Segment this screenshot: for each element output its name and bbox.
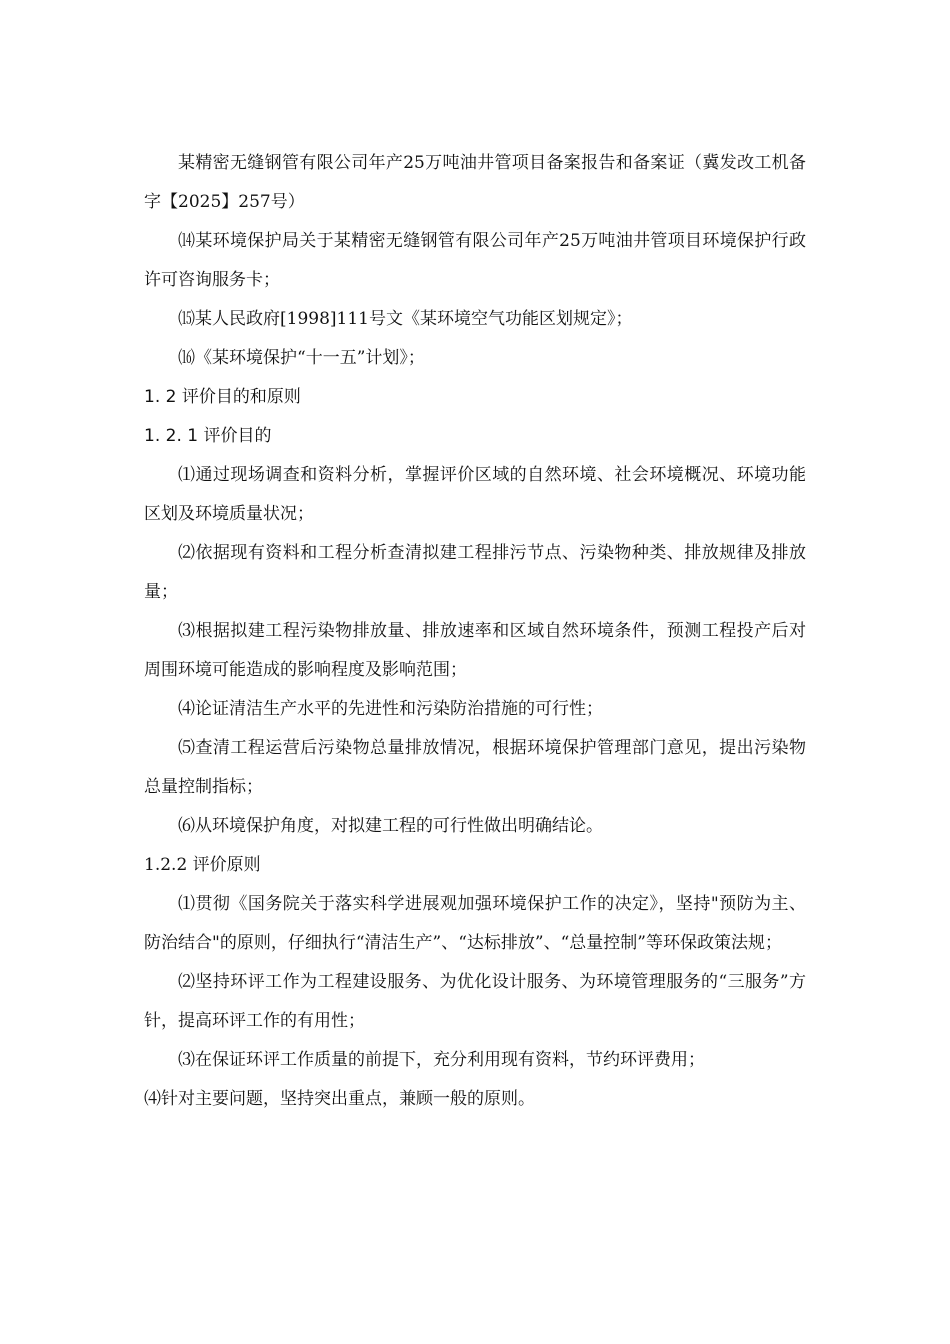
document-page [144,144,806,1119]
purpose-item-3: ⑶根据拟建工程污染物排放量、排放速率和区域自然环境条件，预测工程投产后对周围环境可能造成的影响程度及影响范围； [144,621,806,680]
reference-item-13: 某精密无缝钢管有限公司年产25万吨油井管项目备案报告和备案证（冀发改工机备字【2025】257号） [144,153,806,212]
subsection-heading-1-2-1: 1. 2. 1 评价目的 [144,426,272,446]
purpose-item-6: ⑹从环境保护角度，对拟建工程的可行性做出明确结论。 [178,816,603,836]
purpose-item-1: ⑴通过现场调查和资料分析，掌握评价区域的自然环境、社会环境概况、环境功能区划及环境质量状况； [144,465,806,524]
reference-item-14: ⒁某环境保护局关于某精密无缝钢管有限公司年产25万吨油井管项目环境保护行政许可咨询服务卡； [144,231,806,290]
purpose-item-4: ⑷论证清洁生产水平的先进性和污染防治措施的可行性； [178,699,603,719]
section-heading-1-2: 1. 2 评价目的和原则 [144,387,301,407]
subsection-heading-1-2-2: 1.2.2 评价原则 [144,855,261,875]
reference-item-16: ⒃《某环境保护“十一五”计划》； [178,348,425,368]
purpose-item-5: ⑸查清工程运营后污染物总量排放情况，根据环境保护管理部门意见，提出污染物总量控制指标； [144,738,806,797]
principle-item-3: ⑶在保证环评工作质量的前提下，充分利用现有资料，节约环评费用； [178,1050,705,1070]
principle-item-1: ⑴贯彻《国务院关于落实科学进展观加强环境保护工作的决定》，坚持"预防为主、防治结合"的原则，仔细执行“清洁生产”、“达标排放”、“总量控制”等环保政策法规； [144,894,806,953]
reference-item-15: ⒂某人民政府[1998]111号文《某环境空气功能区划规定》； [178,309,633,329]
purpose-item-2: ⑵依据现有资料和工程分析查清拟建工程排污节点、污染物种类、排放规律及排放量； [144,543,806,602]
principle-item-4: ⑷针对主要问题，坚持突出重点，兼顾一般的原则。 [144,1089,535,1109]
principle-item-2: ⑵坚持环评工作为工程建设服务、为优化设计服务、为环境管理服务的“三服务”方针，提高环评工作的有用性； [144,972,806,1031]
